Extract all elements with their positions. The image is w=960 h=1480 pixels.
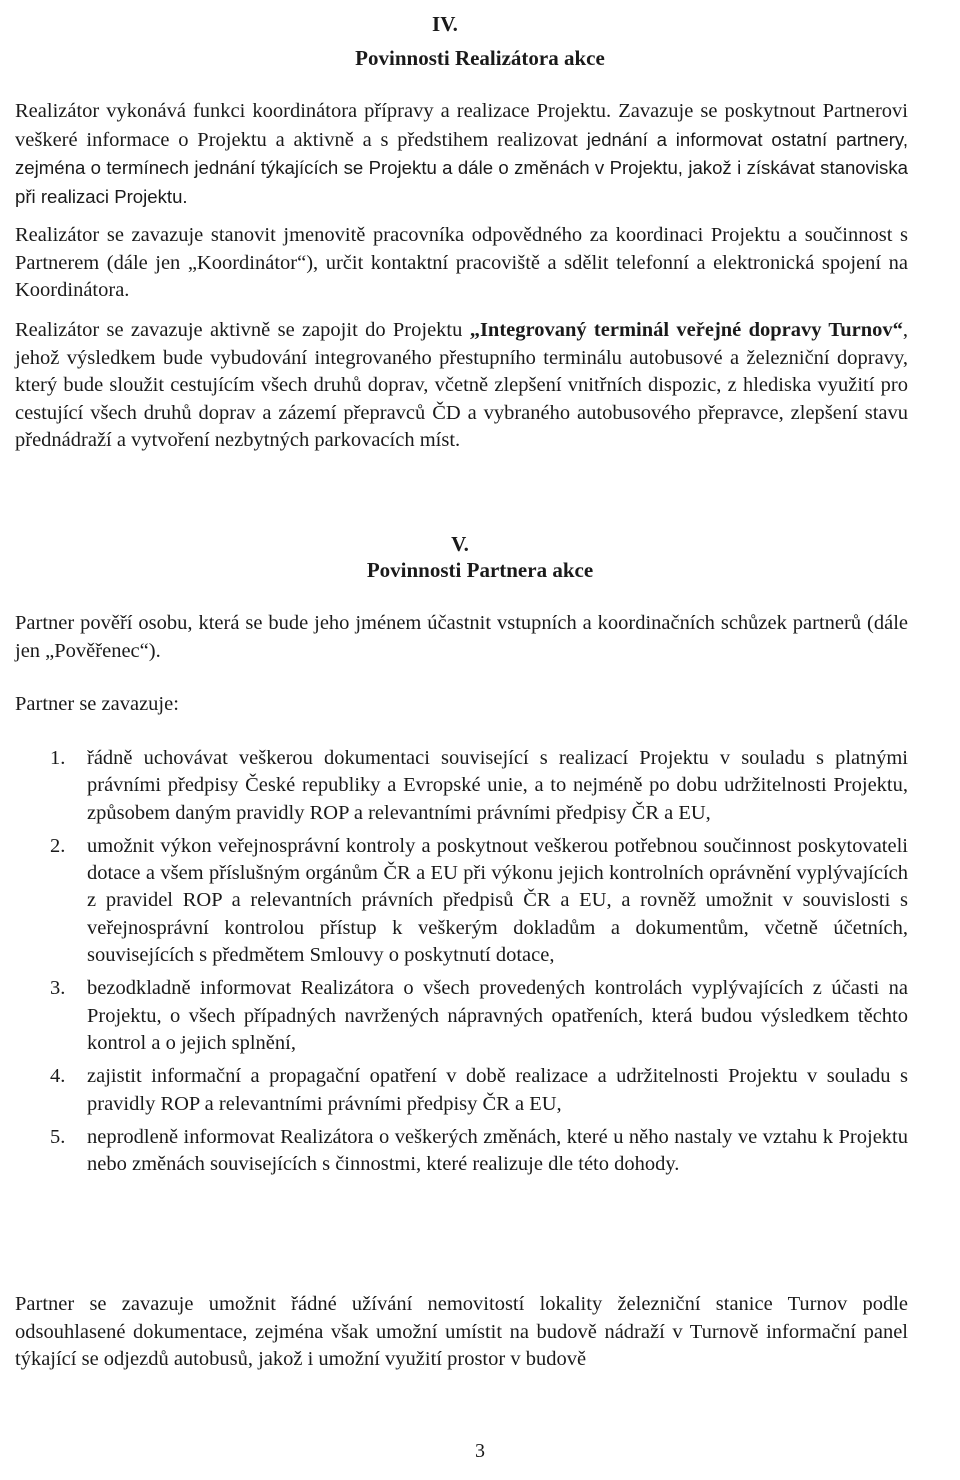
list-item [15, 975, 908, 1057]
project-name: „Integrovaný terminál veřejné dopravy Turnov“ [469, 319, 903, 341]
section-5-paragraph-1: Partner pověří osobu, která se bude jeho jménem účastnit vstupních a koordinačních schůzek partnerů (dále jen „Pověřenec“). [15, 612, 908, 662]
paragraph-3-text-start: Realizátor se zavazuje aktivně se zapojit do Projektu [15, 319, 470, 341]
list-item-number: 3. [50, 977, 66, 1000]
section-4-paragraph-1-serif: Realizátor vykonává funkci koordinátora přípravy a realizace Projektu. Zavazuje se poskytnout Partnerovi veškeré informace o Projektu a aktivně a s předstihem realizovat [15, 100, 908, 151]
section-5-title: Povinnosti Partnera akce [366, 558, 594, 582]
list-item-text: neprodleně informovat Realizátora o veškerých změnách, které u něho nastaly ve vztahu k Projektu nebo změnách souvisejících s činnostmi, které realizuje dle této dohody. [87, 1125, 908, 1176]
list-item [15, 745, 908, 827]
section-4-paragraph-3 [15, 317, 908, 455]
section-4-paragraph-1-sans: jednání a informovat ostatní partnery, zejména o termínech jednání týkajících se Projektu a dále o změnách v Projektu, jakož i získávat stanoviska při realizaci Projektu. [15, 128, 909, 207]
section-5-closing-paragraph: Partner se zavazuje umožnit řádné užívání nemovitostí lokality železniční stanice Turnov podle odsouhlasené dokumentace, zejména však umožní umístit na budově nádraží v Turnově informační panel týkající se odjezdů autobusů, jakož i umožní využití prostor v budově [15, 1293, 908, 1371]
section-4-paragraph-1 [15, 98, 908, 211]
list-item-text: řádně uchovávat veškerou dokumentaci související s realizací Projektu v souladu s platnými právními předpisy České republiky a Evropské unie, a to nejméně po dobu udržitelnosti Projektu, způsobem daným pravidly ROP a relevantními právními předpisy ČR a EU, [87, 747, 908, 824]
paragraph-3-text-rest: , jehož výsledkem bude vybudování integrovaného přestupního terminálu autobusové a železniční dopravy, který bude sloužit cestujícím všech druhů doprav, včetně zlepšení vnitřních dispozic, z hlediska využití pro cestující všech druhů doprav a zázemí přepravců ČD a vybraného autobusového přepravce, zlepšení stavu přednádraží a vytvoření nezbytných parkovacích míst. [15, 319, 908, 452]
list-item [15, 1063, 908, 1118]
list-item-text: bezodkladně informovat Realizátora o všech provedených kontrolách vyplývajících z účasti na Projektu, o všech případných navržených nápravných opatřeních, která budou výsledkem těchto kontrol a o jejich splnění, [87, 977, 908, 1054]
list-item-number: 1. [50, 747, 66, 769]
page-number: 3 [475, 1440, 485, 1462]
list-item-number: 4. [50, 1065, 66, 1088]
section-4-title: Povinnosti Realizátora akce [355, 46, 605, 70]
section-5-number: V. [451, 532, 469, 556]
section-4-number: IV. [432, 12, 458, 36]
list-item-number: 2. [50, 834, 66, 857]
section-5-intro: Partner se zavazuje: [15, 693, 179, 715]
list-item-text: zajistit informační a propagační opatření v době realizace a udržitelnosti Projektu v souladu s pravidly ROP a relevantními právními předpisy ČR a EU, [87, 1065, 908, 1115]
list-item [15, 833, 908, 969]
obligations-list [15, 745, 908, 1178]
list-item-text: umožnit výkon veřejnosprávní kontroly a poskytnout veškerou potřebnou součinnost poskytovateli dotace a všem příslušným orgánům ČR a EU při výkonu jejich kontrolních oprávnění vyplývajících z pravidel ROP a relevantních právních předpisů ČR a EU, a rovněž umožnit v souvislosti s veřejnosprávní kontrolou přístup k veškerým dokladům a dokumentům, včetně účetních, souvisejících s předmětem Smlouvy o poskytnutí dotace, [87, 834, 908, 967]
list-item-number: 5. [50, 1125, 66, 1148]
section-4-paragraph-2: Realizátor se zavazuje stanovit jmenovitě pracovníka odpovědného za koordinaci Projektu a součinnost s Partnerem (dále jen „Koordinátor“), určit kontaktní pracoviště a sdělit telefonní a elektronická spojení na Koordinátora. [15, 224, 908, 302]
list-item [15, 1124, 908, 1179]
